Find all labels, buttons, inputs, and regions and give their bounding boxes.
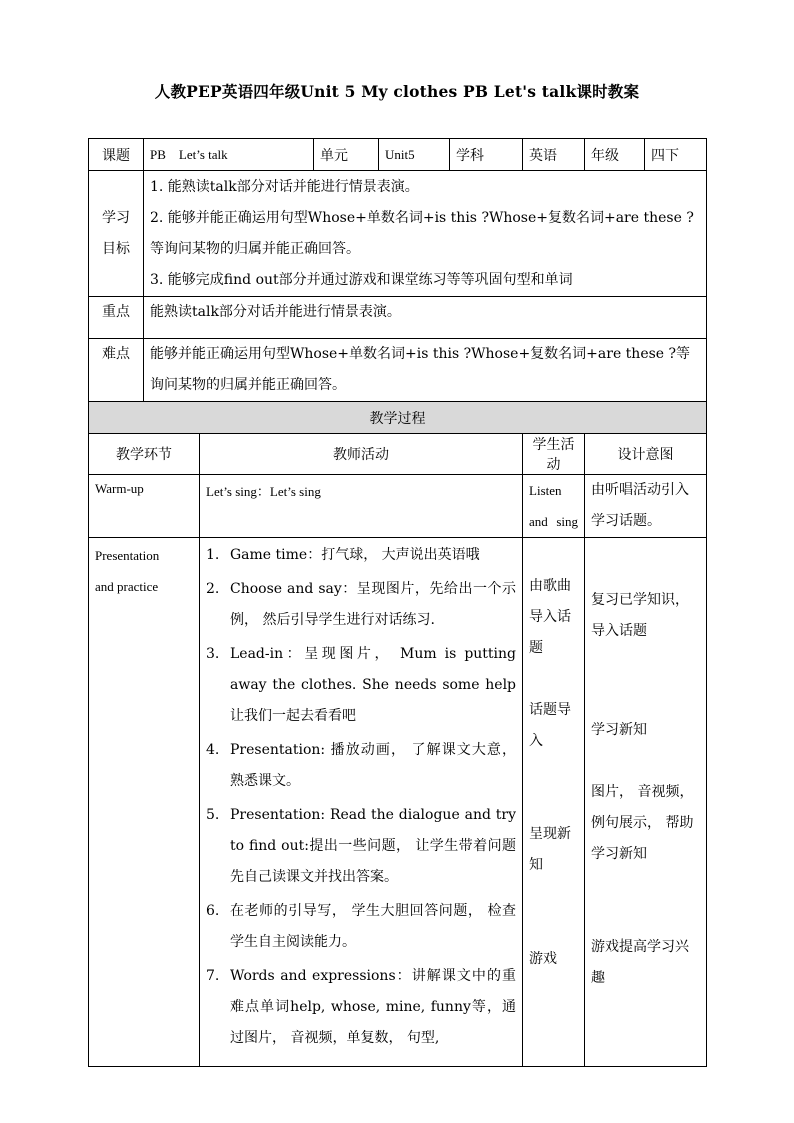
- student-activity: 话题导入: [529, 702, 572, 749]
- difficulty-value: 能够并能正确运用句型Whose+单数名词+is this ?Whose+复数名词+are these ?等询问某物的归属并能正确回答。: [144, 339, 707, 402]
- design-intent: 游戏提高学习兴趣: [591, 939, 690, 986]
- step-item: 1. Game time：打气球， 大声说出英语哦: [206, 547, 480, 563]
- warmup-student: Listen and sing: [523, 475, 585, 538]
- student-activity: 由歌曲导入话题: [529, 578, 572, 656]
- header-row: [89, 139, 707, 171]
- step-item: 3. Lead-in：呈现图片， Mum is putting away the clothes. She needs some help让我们一起去看看吧: [206, 646, 517, 724]
- student-activity: 呈现新知: [529, 826, 572, 873]
- difficulty-label: 难点: [89, 339, 144, 402]
- key-point-label: 重点: [89, 297, 144, 339]
- teacher-header: 教师活动: [200, 434, 523, 475]
- subject-label: 学科: [450, 139, 523, 171]
- grade-value: 四下: [645, 139, 707, 171]
- presentation-row: [89, 538, 707, 1067]
- design-intent: 图片， 音视频，例句展示， 帮助学习新知: [591, 784, 694, 862]
- warmup-intent: 由听唱活动引入学习话题。: [585, 475, 707, 538]
- design-intent: 学习新知: [591, 722, 648, 738]
- presentation-student: [523, 538, 585, 1067]
- process-title-row: [89, 402, 707, 434]
- unit-label: 单元: [314, 139, 379, 171]
- intent-header: 设计意图: [585, 434, 707, 475]
- difficulty-row: [89, 339, 707, 402]
- presentation-teacher: [200, 538, 523, 1067]
- key-point-value: 能熟读talk部分对话并能进行情景表演。: [144, 297, 707, 339]
- stage-header: 教学环节: [89, 434, 200, 475]
- topic-label: 课题: [89, 139, 144, 171]
- step-item: 4. Presentation: 播放动画， 了解课文大意， 熟悉课文。: [206, 742, 517, 789]
- step-item: 6. 在老师的引导写， 学生大胆回答问题， 检查学生自主阅读能力。: [206, 903, 517, 950]
- step-item: 5. Presentation: Read the dialogue and try to find out:提出一些问题， 让学生带着问题先自己读课文并找出答案。: [206, 807, 517, 885]
- presentation-stage: Presentation and practice: [89, 538, 200, 1067]
- key-point-row: [89, 297, 707, 339]
- lesson-plan-table: [88, 138, 707, 1067]
- design-intent: 复习已学知识，导入话题: [591, 592, 690, 639]
- objectives-label: 学习 目标: [89, 171, 144, 297]
- step-item: 2. Choose and say：呈现图片，先给出一个示例， 然后引导学生进行对话练习.: [206, 581, 517, 628]
- objective-item: 3. 能够完成find out部分并通过游戏和课堂练习等等巩固句型和单词: [150, 272, 573, 288]
- warmup-stage: Warm-up: [89, 475, 200, 538]
- unit-value: Unit5: [379, 139, 450, 171]
- objective-item: 2. 能够并能正确运用句型Whose+单数名词+is this ?Whose+复数名词+are these ?等询问某物的归属并能正确回答。: [150, 210, 694, 257]
- objective-item: 1. 能熟读talk部分对话并能进行情景表演。: [150, 179, 419, 195]
- warmup-teacher: Let’s sing：Let’s sing: [200, 475, 523, 538]
- objectives-row: [89, 171, 707, 297]
- objectives-content: [144, 171, 707, 297]
- document-title: 人教PEP英语四年级Unit 5 My clothes PB Let's talk课时教案: [154, 82, 640, 101]
- presentation-intent: [585, 538, 707, 1067]
- grade-label: 年级: [585, 139, 645, 171]
- process-title: 教学过程: [89, 402, 707, 434]
- student-activity: 游戏: [529, 951, 558, 967]
- student-header: 学生活动: [523, 434, 585, 475]
- step-item: 7. Words and expressions：讲解课文中的重难点单词help, whose, mine, funny等，通过图片， 音视频，单复数， 句型,: [206, 968, 517, 1046]
- process-header-row: [89, 434, 707, 475]
- subject-value: 英语: [523, 139, 585, 171]
- warmup-row: [89, 475, 707, 538]
- topic-value: PB Let’s talk: [144, 139, 314, 171]
